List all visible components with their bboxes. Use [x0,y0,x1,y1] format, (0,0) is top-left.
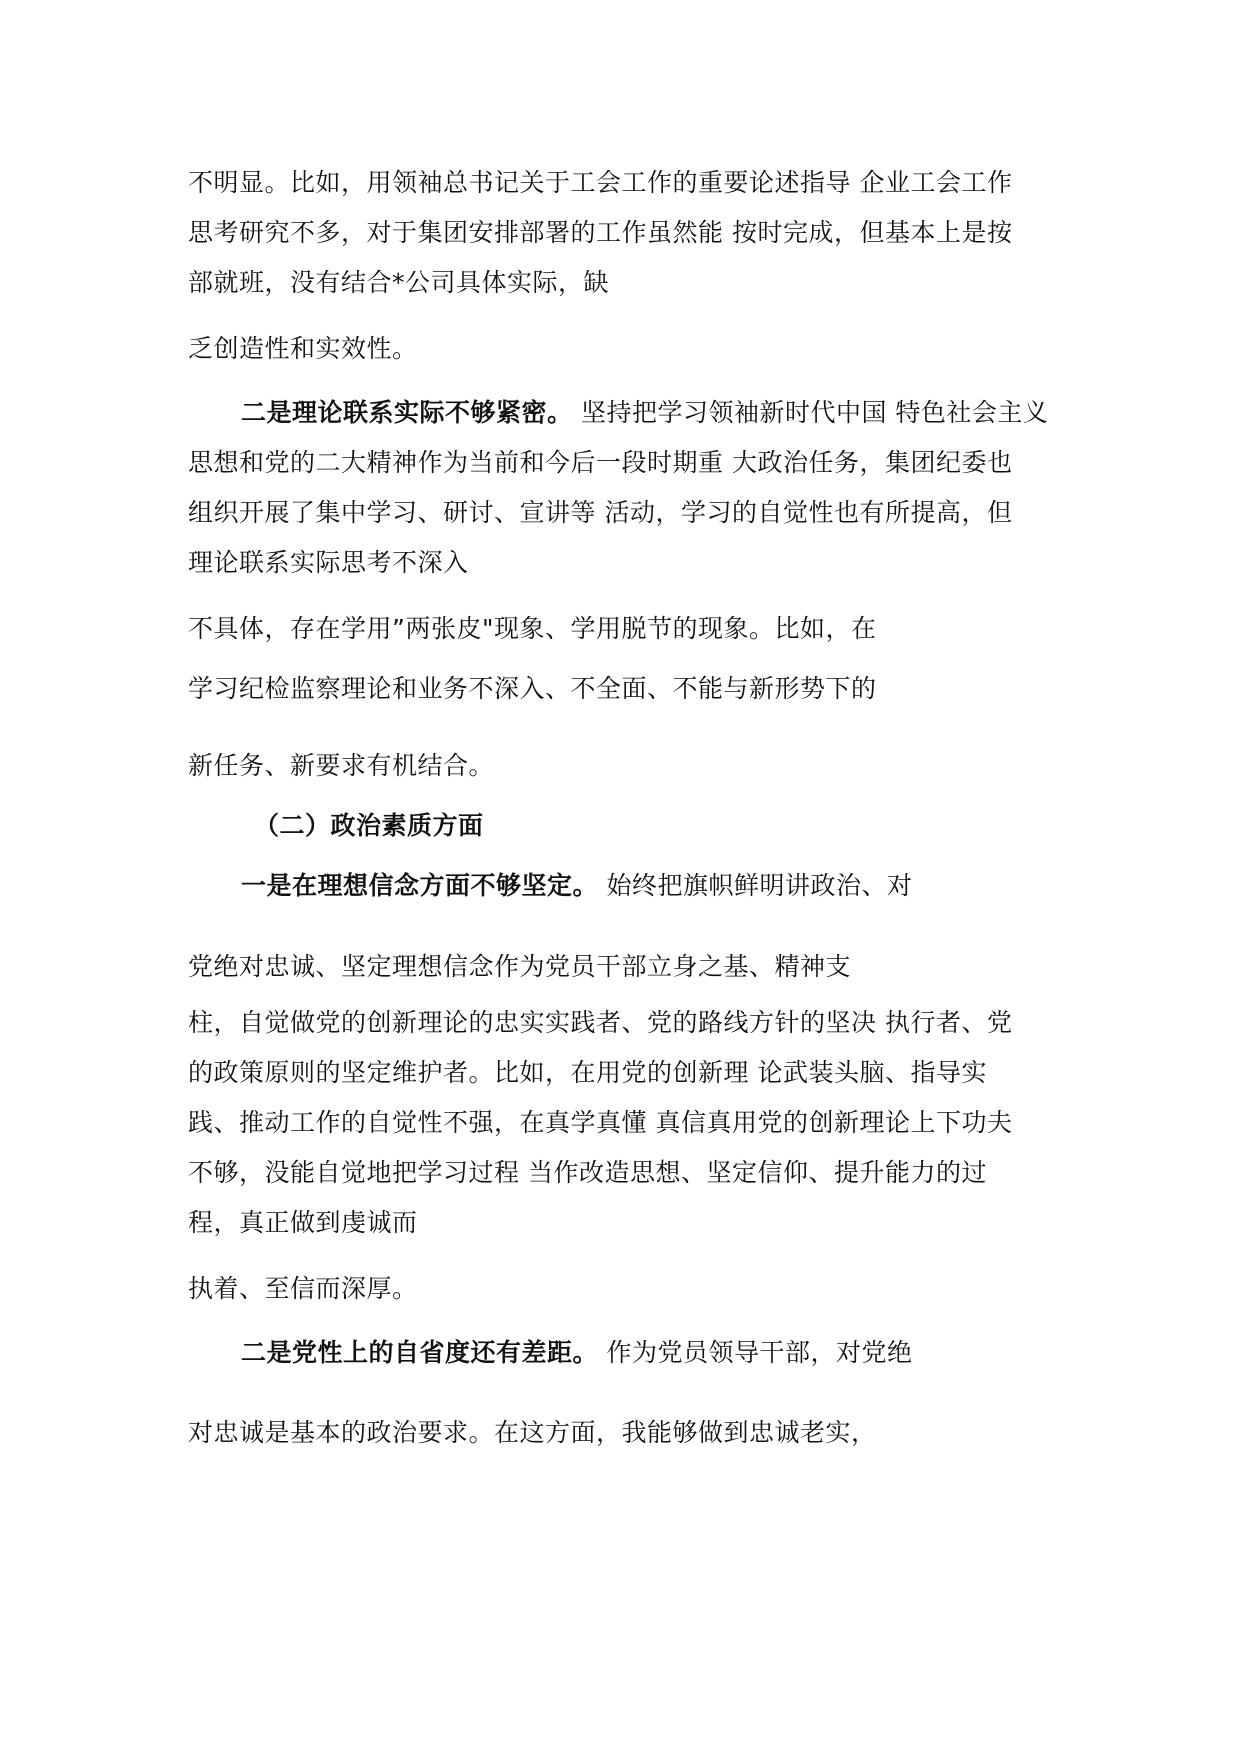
paragraph-line: 的政策原则的坚定维护者。比如，在用党的创新理 论武装头脑、指导实 [188,1058,987,1087]
paragraph-line: 学习纪检监察理论和业务不深入、不全面、不能与新形势下的 [188,674,877,703]
section-heading: （二）政治素质方面 [254,811,484,840]
paragraph-line: 组织开展了集中学习、研讨、宣讲等 活动，学习的自觉性也有所提高，但 [188,498,1013,527]
point-text: 作为党员领导干部，对党绝 [598,1338,913,1367]
point-title: 二是理论联系实际不够紧密。 [241,398,573,427]
point-title: 二是党性上的自省度还有差距。 [241,1338,599,1367]
paragraph-line: 部就班，没有结合*公司具体实际，缺 [188,268,610,297]
paragraph-line: 党绝对忠诚、坚定理想信念作为党员干部立身之基、精神支 [188,952,852,981]
paragraph-line: 践、推动工作的自觉性不强，在真学真懂 真信真用党的创新理论上下功夫 [188,1108,1013,1137]
point-text: 坚持把学习领袖新时代中国 特色社会主义 [572,398,1049,427]
paragraph-line: 不够，没能自觉地把学习过程 当作改造思想、坚定信仰、提升能力的过 [188,1158,987,1187]
paragraph-line [241,869,912,903]
point-text: 始终把旗帜鲜明讲政治、对 [598,871,913,900]
paragraph-line [241,396,1048,430]
paragraph-line [241,1336,912,1370]
paragraph-line: 柱，自觉做党的创新理论的忠实实践者、党的路线方针的坚决 执行者、党 [188,1008,1013,1037]
paragraph-line: 对忠诚是基本的政治要求。在这方面，我能够做到忠诚老实， [188,1418,877,1447]
paragraph-line: 理论联系实际思考不深入 [188,548,469,577]
paragraph-line: 乏创造性和实效性。 [188,334,418,363]
paragraph-line: 程，真正做到虔诚而 [188,1208,418,1237]
paragraph-line: 不明显。比如，用领袖总书记关于工会工作的重要论述指导 企业工会工作 [188,168,1013,197]
paragraph-line: 思考研究不多，对于集团安排部署的工作虽然能 按时完成，但基本上是按 [188,218,1013,247]
point-title: 一是在理想信念方面不够坚定。 [241,871,599,900]
paragraph-line: 思想和党的二大精神作为当前和今后一段时期重 大政治任务，集团纪委也 [188,448,1013,477]
paragraph-line: 新任务、新要求有机结合。 [188,751,495,780]
paragraph-line: 不具体，存在学用”两张皮"现象、学用脱节的现象。比如，在 [188,614,877,643]
paragraph-line: 执着、至信而深厚。 [188,1274,418,1303]
